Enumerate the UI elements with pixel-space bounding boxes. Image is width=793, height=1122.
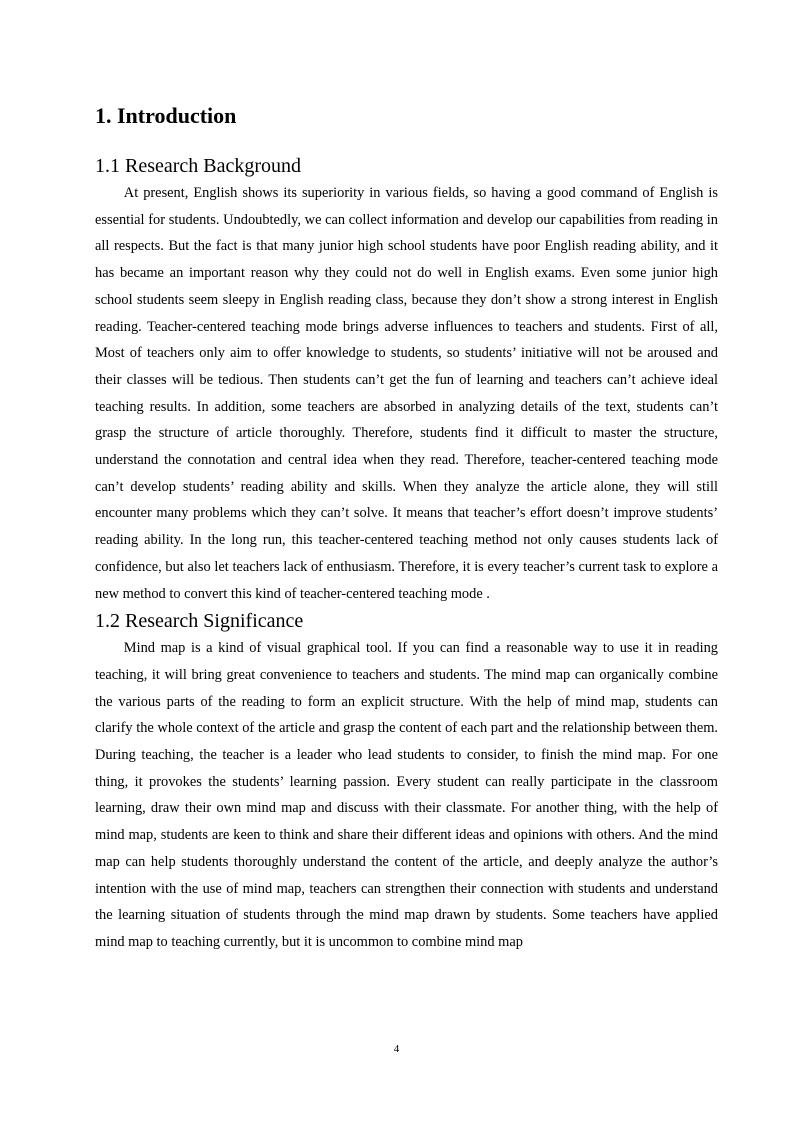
page-body (95, 100, 718, 956)
page-number: 4 (393, 1043, 400, 1055)
paragraph-research-significance: Mind map is a kind of visual graphical tool. If you can find a reasonable way to use it in reading teaching, it will bring great convenience to teachers and students. The mind map can organically combine the various parts of the reading to form an explicit structure. With the help of mind map, students can clarify the whole context of the article and grasp the content of each part and the relationship between them. During teaching, the teacher is a leader who lead students to consider, to finish the mind map. For one thing, it provokes the students’ learning passion. Every student can really participate in the classroom learning, draw their own mind map and discuss with their classmate. For another thing, with the help of mind map, students are keen to think and share their different ideas and opinions with others. And the mind map can help students thoroughly understand the content of the article, and deeply analyze the author’s intention with the use of mind map, teachers can strengthen their connection with students and understand the learning situation of students through the mind map drawn by students. Some teachers have applied mind map to teaching currently, but it is uncommon to combine mind map (95, 640, 718, 950)
paragraph-research-background: At present, English shows its superiority in various fields, so having a good command of English is essential for students. Undoubtedly, we can collect information and develop our capabilities from reading in all respects. But the fact is that many junior high school students have poor English reading ability, and it has became an important reason why they could not do well in English exams. Even some junior high school students seem sleepy in English reading class, because they don’t show a strong interest in English reading. Teacher-centered teaching mode brings adverse influences to teachers and students. First of all, Most of teachers only aim to offer knowledge to students, so students’ initiative will not be aroused and their classes will be tedious. Then students can’t get the fun of learning and teachers can’t achieve ideal teaching results. In addition, some teachers are absorbed in analyzing details of the text, students can’t grasp the structure of article thoroughly. Therefore, students find it difficult to master the structure, understand the connotation and central idea when they read. Therefore, teacher-centered teaching mode can’t develop students’ reading ability and skills. When they analyze the article alone, they will still encounter many problems which they can’t solve. It means that teacher’s effort doesn’t improve students’ reading ability. In the long run, this teacher-centered teaching method not only causes students lack of confidence, but also let teachers lack of enthusiasm. Therefore, it is every teacher’s current task to explore a new method to convert this kind of teacher-centered teaching mode . (95, 185, 718, 602)
section-title-research-background: 1.1 Research Background (95, 155, 302, 177)
section-title-research-significance: 1.2 Research Significance (95, 610, 304, 633)
chapter-title: 1. Introduction (95, 103, 237, 128)
